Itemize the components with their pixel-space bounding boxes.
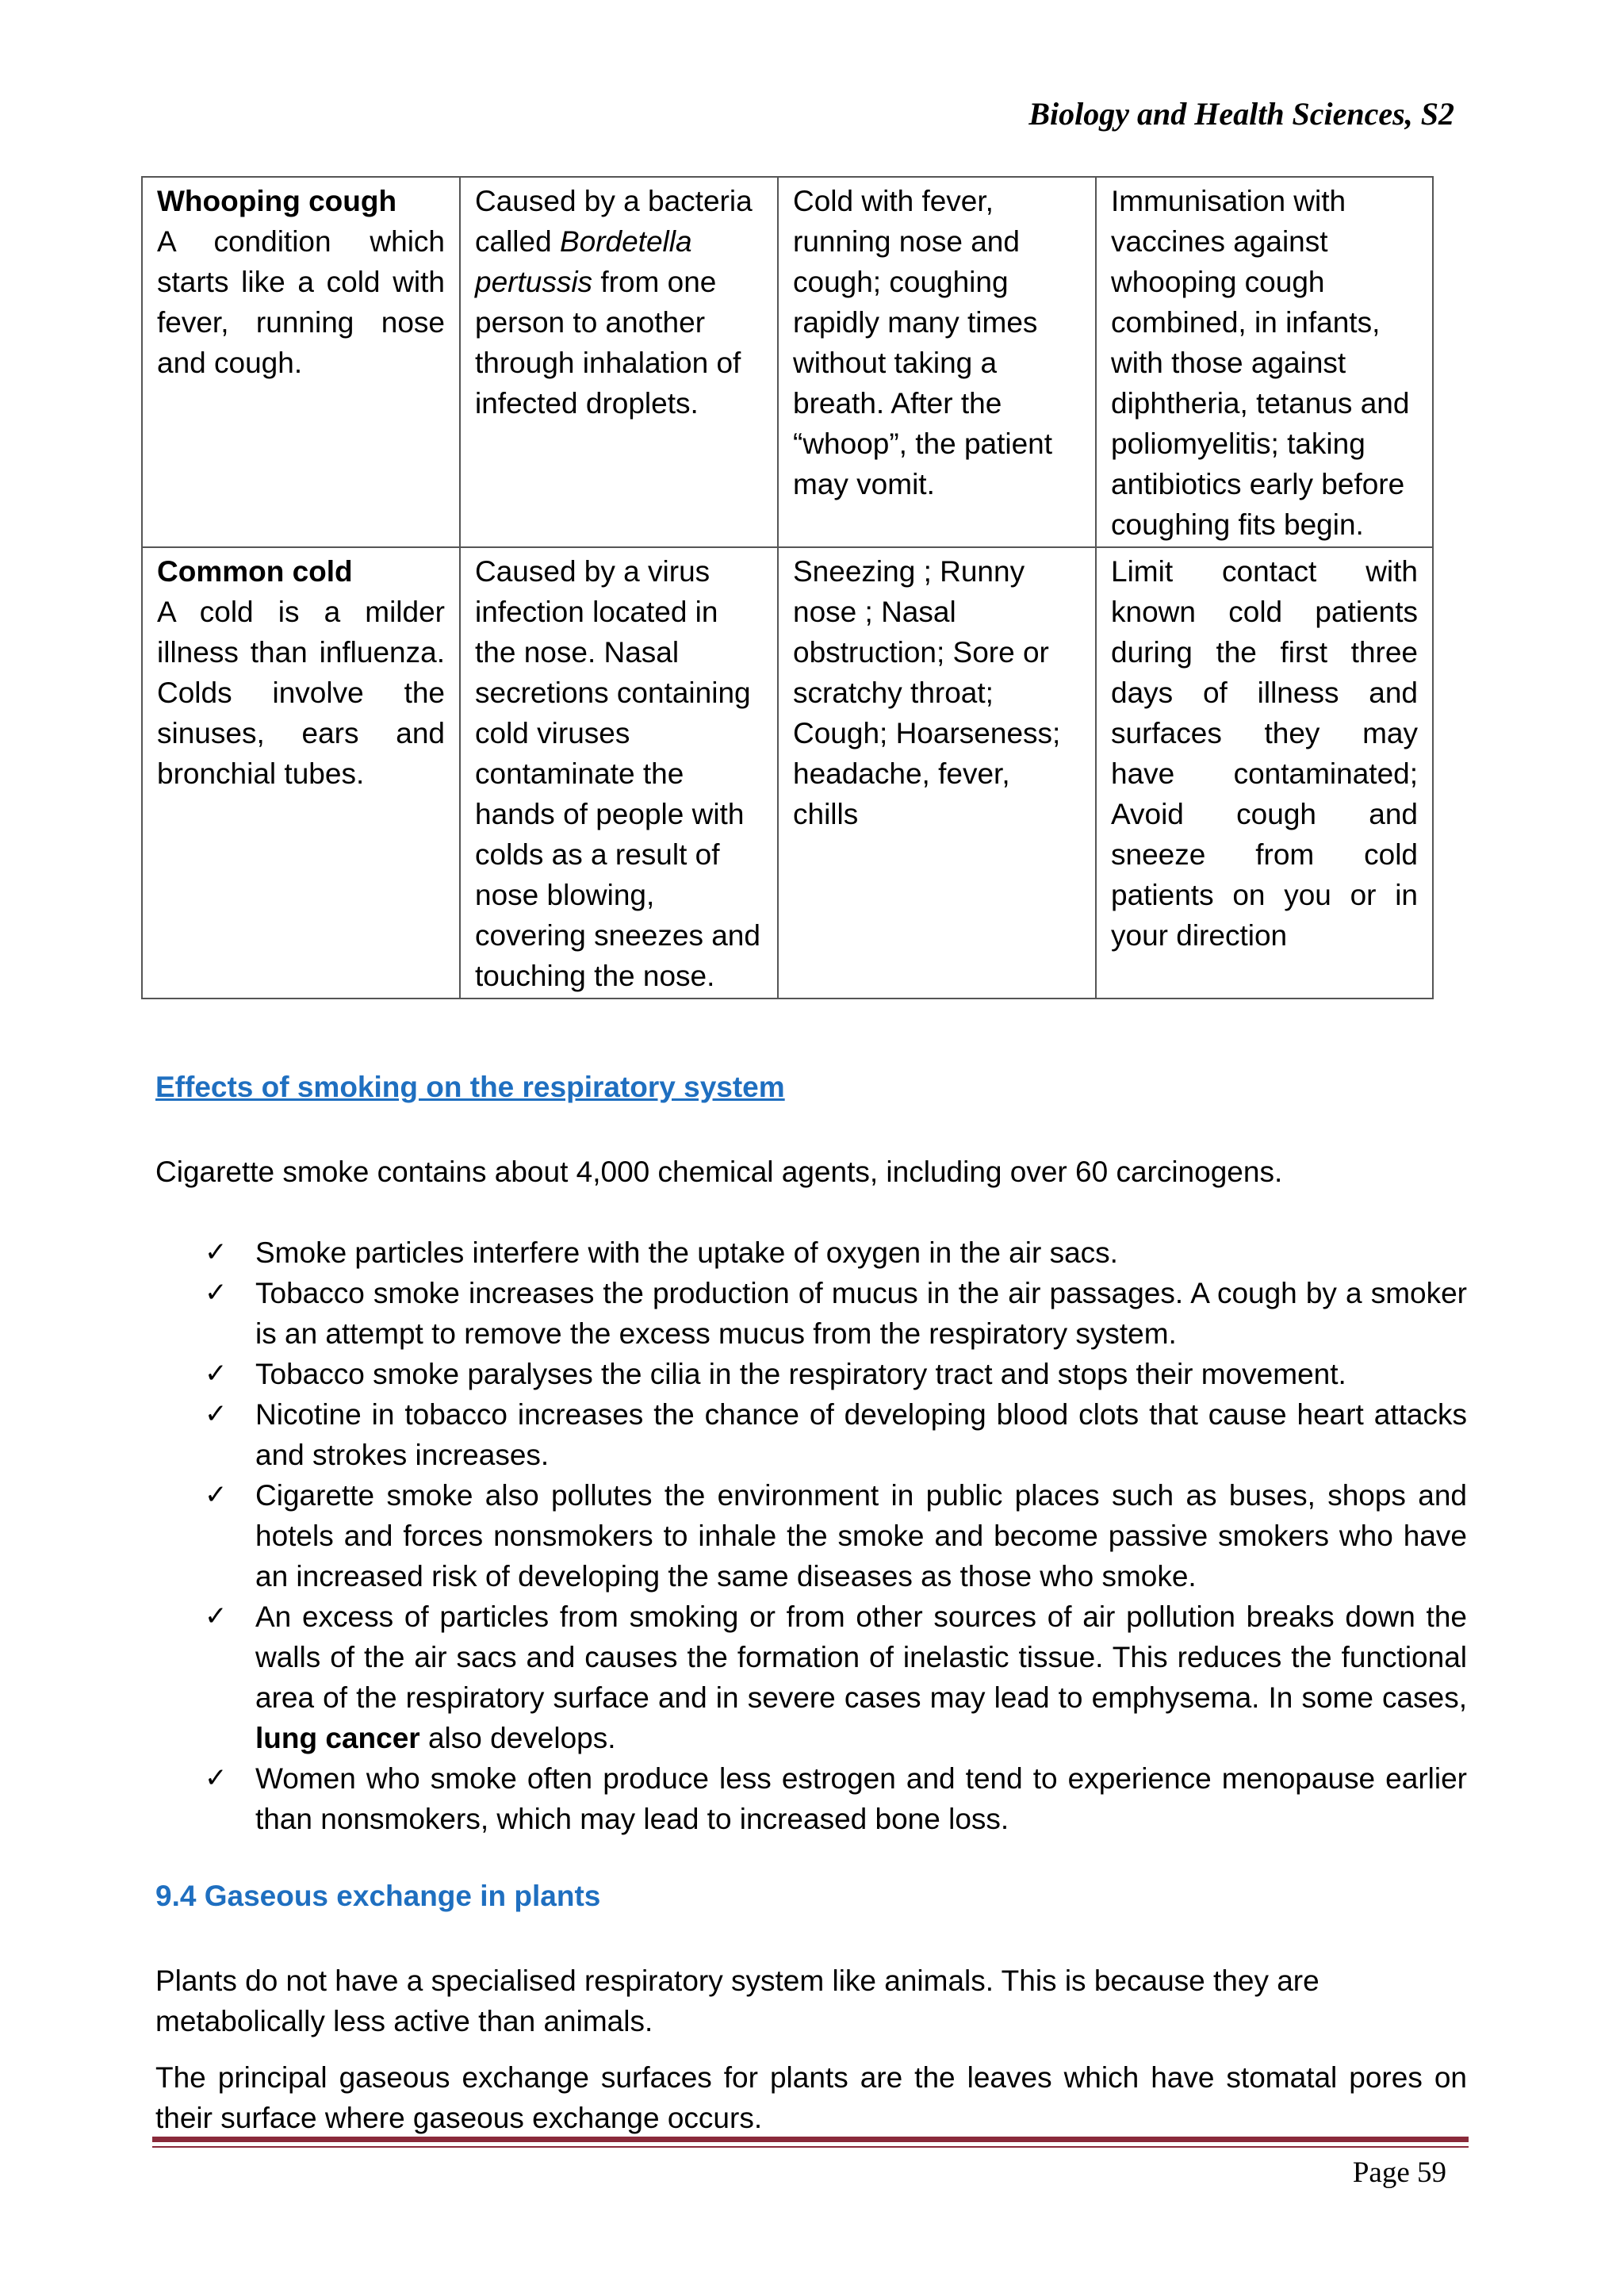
list-item — [155, 1596, 1467, 1758]
list-item-text: Nicotine in tobacco increases the chance of developing blood clots that cause heart attacks and strokes increases. — [255, 1398, 1467, 1471]
disease-description: A cold is a milder illness than influenza. Colds involve the sinuses, ears and bronchial tubes. — [157, 596, 445, 790]
cause-cell — [460, 547, 778, 999]
symptoms-text: Sneezing ; Runny nose ; Nasal obstruction; Sore or scratchy throat; Cough; Hoarseness; headache, fever, chills — [793, 555, 1061, 830]
smoking-section-heading-link[interactable]: Effects of smoking on the respiratory system — [155, 1071, 785, 1103]
symptoms-text: Cold with fever, running nose and cough; coughing rapidly many times without taking a breath. After the “whoop”, the patient may vomit. — [793, 185, 1053, 500]
list-item — [155, 1475, 1467, 1596]
list-item-text: Cigarette smoke also pollutes the environment in public places such as buses, shops and hotels and forces nonsmokers to inhale the smoke and become passive smokers who have an increased risk of developing the same diseases as those who smoke. — [255, 1479, 1467, 1593]
plants-paragraph-2: The principal gaseous exchange surfaces for plants are the leaves which have stomatal pores on their surface where gaseous exchange occurs. — [155, 2061, 1467, 2134]
smoking-effects-list — [155, 1232, 1467, 1839]
list-item-text: Tobacco smoke increases the production of mucus in the air passages. A cough by a smoker is an attempt to remove the excess mucus from the respiratory system. — [255, 1277, 1467, 1350]
prevention-cell — [1096, 177, 1433, 547]
list-item-text-rest: also develops. — [419, 1722, 616, 1754]
prevention-cell — [1096, 547, 1433, 999]
list-item — [155, 1394, 1467, 1475]
cause-text: Caused by a virus infection located in the nose. Nasal secretions containing cold viruses contaminate the hands of people with colds as a result of nose blowing, covering sneezes and touching the nose. — [475, 555, 760, 992]
cause-text-rest: from one person to another through inhalation of infected droplets. — [475, 266, 741, 420]
plants-section-heading: 9.4 Gaseous exchange in plants — [155, 1880, 601, 1912]
symptoms-cell — [778, 177, 1096, 547]
disease-name: Common cold — [157, 555, 353, 588]
symptoms-cell — [778, 547, 1096, 999]
plants-paragraph-1: Plants do not have a specialised respiratory system like animals. This is because they are metabolically less active than animals. — [155, 1964, 1320, 2037]
list-item — [155, 1758, 1467, 1839]
list-item-text: An excess of particles from smoking or from other sources of air pollution breaks down the walls of the air sacs and causes the formation of inelastic tissue. This reduces the functional area of the respiratory surface and in severe cases may lead to emphysema. In some cases, — [255, 1600, 1467, 1714]
disease-description: A condition which starts like a cold with fever, running nose and cough. — [157, 225, 445, 379]
check-icon: ✓ — [205, 1762, 228, 1794]
check-icon: ✓ — [205, 1358, 228, 1389]
list-item — [155, 1232, 1467, 1273]
diseases-table — [141, 176, 1434, 999]
table-row — [142, 547, 1433, 999]
list-item-text: Tobacco smoke paralyses the cilia in the respiratory tract and stops their movement. — [255, 1358, 1346, 1390]
cause-text: Caused by a bacteria called — [475, 185, 753, 258]
check-icon: ✓ — [205, 1277, 228, 1309]
check-icon: ✓ — [205, 1398, 228, 1430]
footer-rule — [152, 2137, 1469, 2142]
list-item — [155, 1273, 1467, 1354]
smoking-intro: Cigarette smoke contains about 4,000 chemical agents, including over 60 carcinogens. — [155, 1156, 1283, 1188]
check-icon: ✓ — [205, 1600, 228, 1632]
cause-organism: Bordetella pertussis — [475, 225, 692, 298]
running-header: Biology and Health Sciences, S2 — [1028, 96, 1454, 132]
check-icon: ✓ — [205, 1479, 228, 1511]
list-item-text: Women who smoke often produce less estrogen and tend to experience menopause earlier than nonsmokers, which may lead to increased bone loss. — [255, 1762, 1467, 1835]
disease-cell — [142, 177, 460, 547]
prevention-text: Immunisation with vaccines against whooping cough combined, in infants, with those against diphtheria, tetanus and poliomyelitis; taking antibiotics early before coughing fits begin. — [1111, 185, 1410, 541]
lung-cancer-term: lung cancer — [255, 1722, 420, 1754]
page-number: Page 59 — [1352, 2156, 1446, 2189]
prevention-text: Limit contact with known cold patients during the first three days of illness and surfaces they may have contaminated; Avoid cough and sneeze from cold patients on you or in your direction — [1111, 555, 1418, 952]
cause-cell — [460, 177, 778, 547]
list-item-text: Smoke particles interfere with the uptake of oxygen in the air sacs. — [255, 1236, 1118, 1269]
disease-cell — [142, 547, 460, 999]
footer-rule-thin — [152, 2146, 1469, 2148]
table-row — [142, 177, 1433, 547]
disease-name: Whooping cough — [157, 185, 397, 217]
list-item — [155, 1354, 1467, 1394]
check-icon: ✓ — [205, 1236, 228, 1268]
